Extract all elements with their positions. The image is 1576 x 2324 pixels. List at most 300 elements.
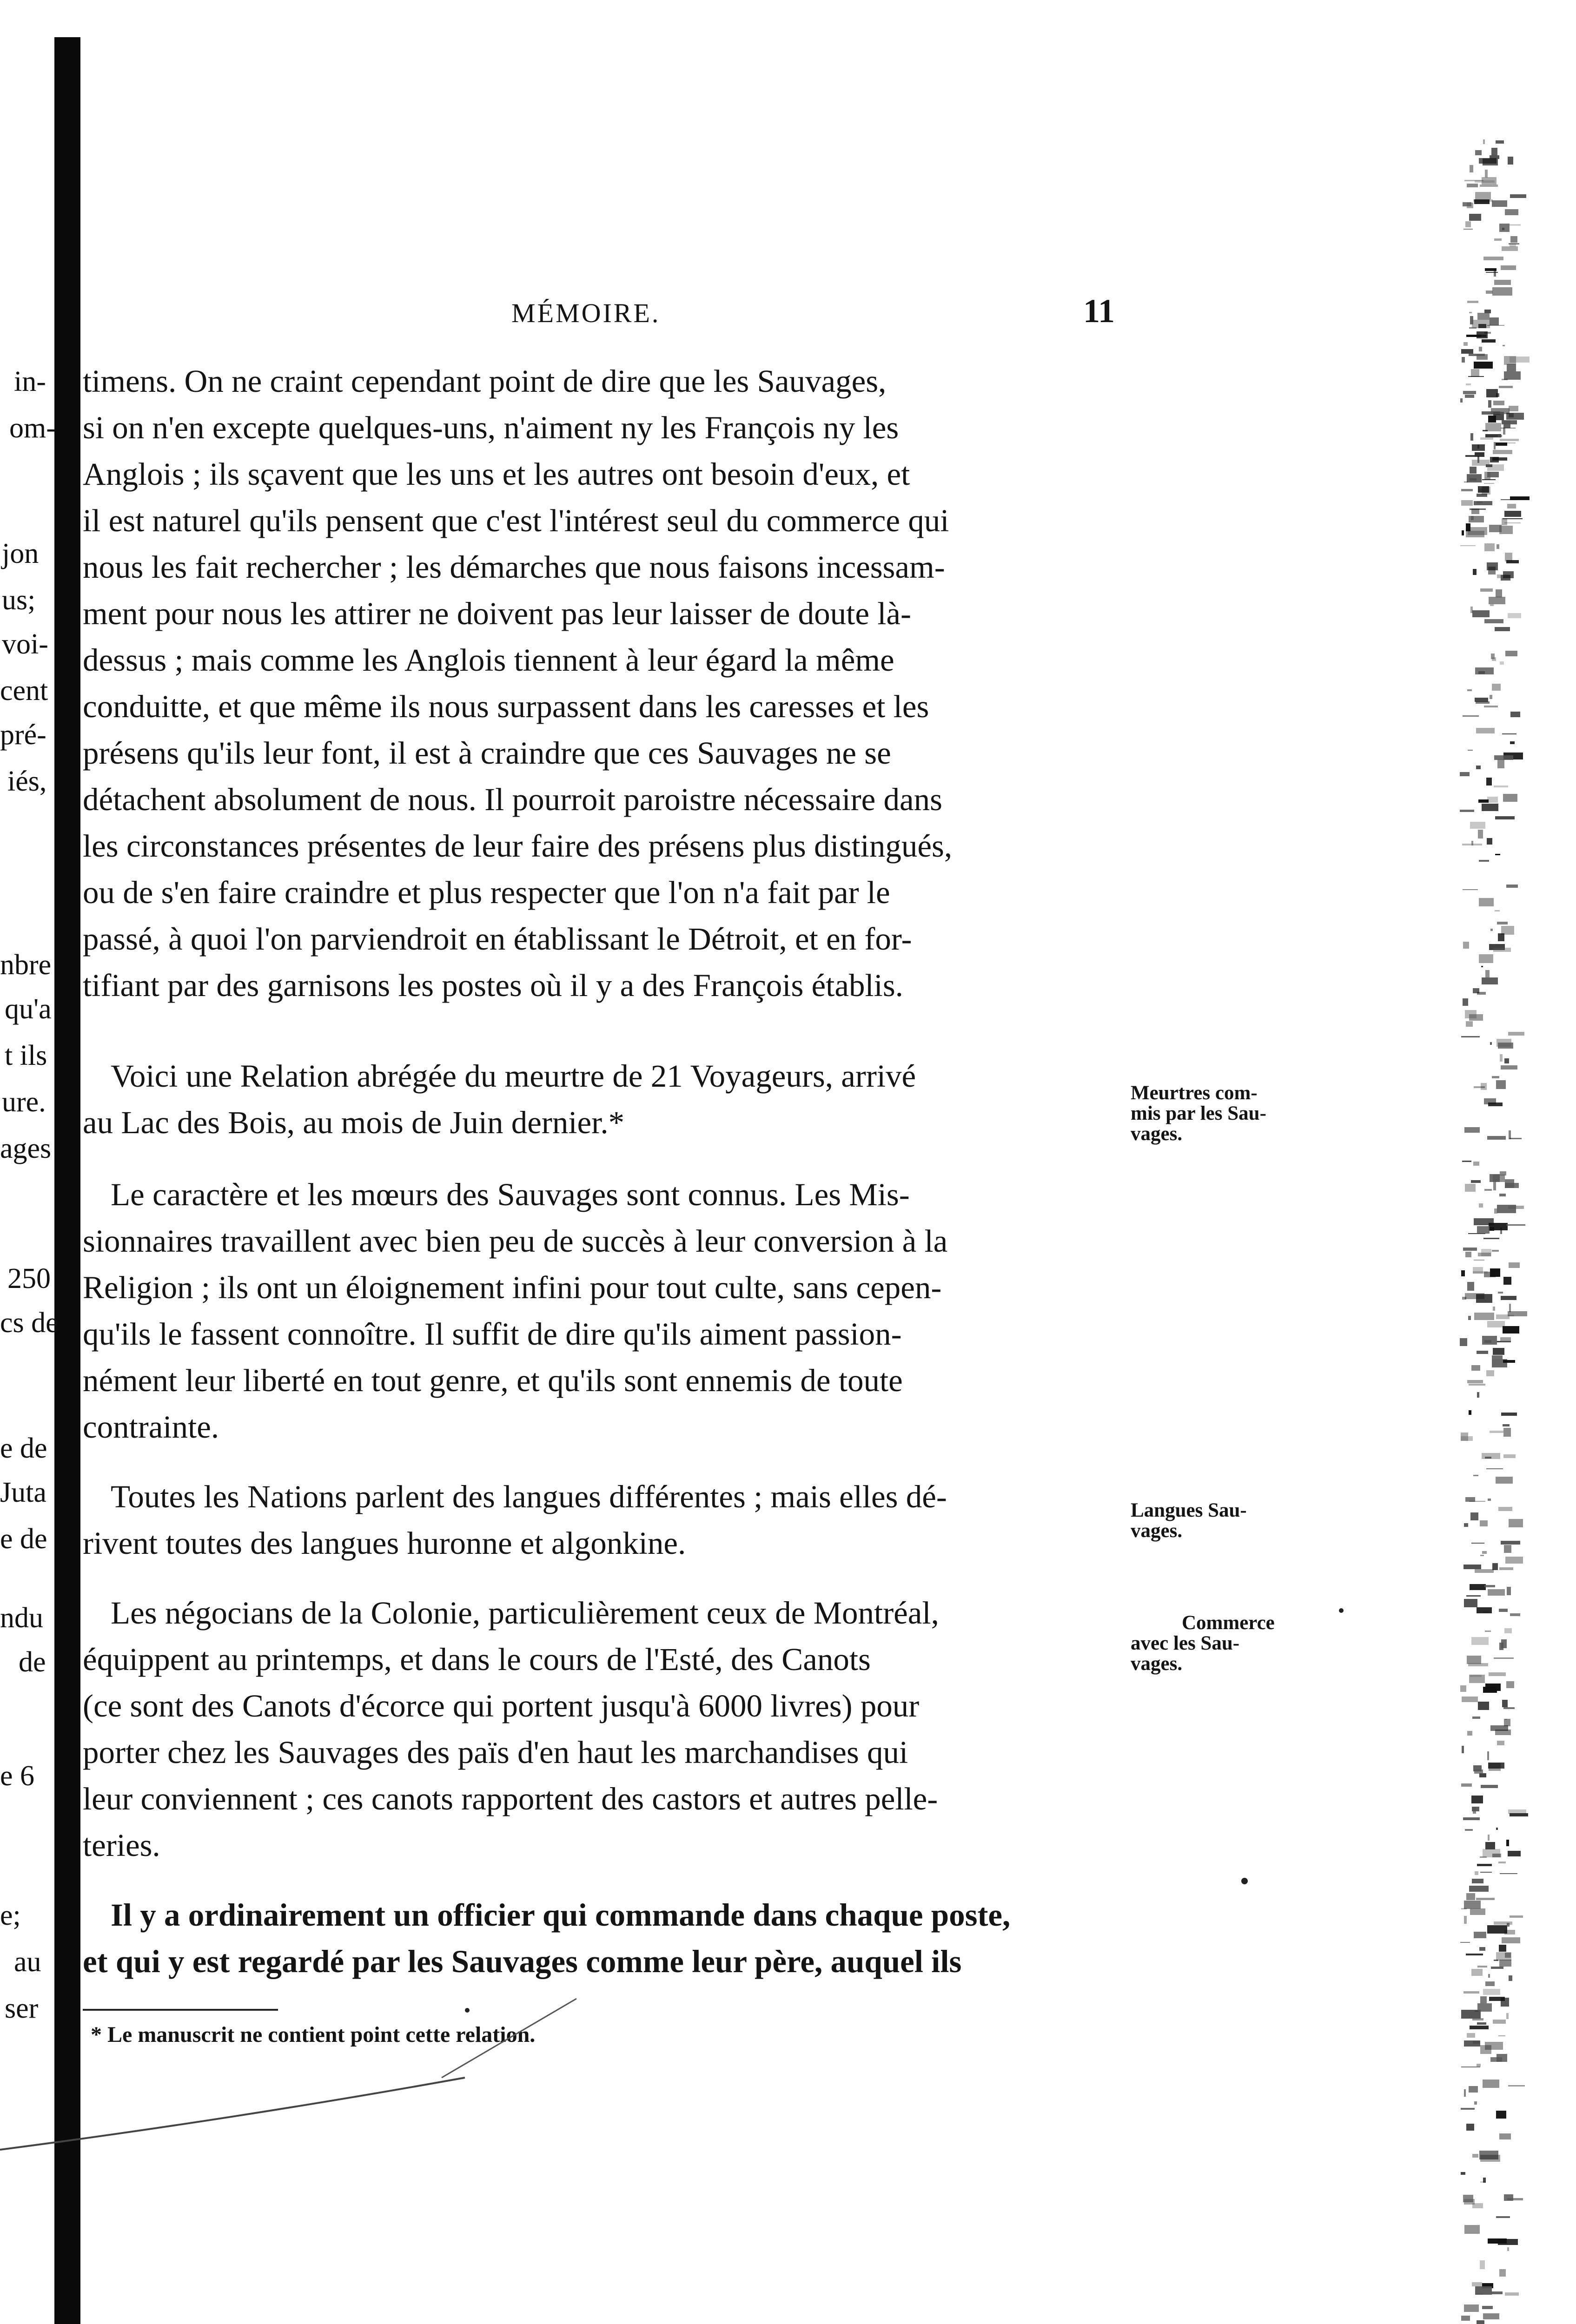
noise-mark (1470, 1584, 1486, 1590)
noise-mark (1500, 1337, 1511, 1342)
noise-mark (1509, 1304, 1511, 1312)
noise-mark (1470, 822, 1485, 829)
bleed-fragment: Juta (0, 1477, 46, 1508)
noise-mark (1484, 472, 1490, 480)
noise-mark (1476, 1898, 1495, 1900)
noise-mark (1505, 553, 1512, 561)
noise-mark (1482, 977, 1498, 984)
noise-mark (1504, 1930, 1515, 1934)
noise-mark (1496, 140, 1504, 144)
noise-mark (1494, 755, 1513, 760)
noise-mark (1467, 184, 1478, 187)
noise-mark (1505, 209, 1518, 215)
noise-mark (1477, 1226, 1490, 1234)
noise-mark (1466, 1595, 1481, 1597)
noise-mark (1484, 543, 1495, 551)
noise-mark (1499, 386, 1513, 388)
noise-mark (1498, 1292, 1503, 1294)
margin-note-line: vages. (1131, 1123, 1183, 1145)
noise-mark (1499, 224, 1510, 232)
noise-mark (1480, 1555, 1484, 1556)
noise-mark (1465, 395, 1474, 398)
bleed-fragment: iés, (7, 766, 47, 797)
noise-mark (1483, 257, 1503, 260)
noise-mark (1504, 371, 1521, 380)
noise-mark (1496, 1477, 1513, 1484)
noise-mark (1484, 706, 1498, 707)
noise-mark (1463, 391, 1476, 394)
noise-mark (1469, 1384, 1485, 1386)
noise-mark (1471, 1969, 1483, 1976)
bleed-fragment: ages (0, 1133, 52, 1164)
noise-mark (1483, 139, 1485, 144)
noise-mark (1501, 1413, 1517, 1416)
noise-mark (1490, 695, 1492, 699)
noise-mark (1494, 442, 1496, 449)
margin-note-line: Meurtres com- (1131, 1082, 1258, 1104)
margin-note-line: Langues Sau- (1131, 1499, 1247, 1521)
noise-mark (1485, 970, 1490, 977)
noise-mark (1509, 1519, 1523, 1527)
noise-mark (1487, 1321, 1505, 1327)
noise-mark (1493, 1182, 1496, 1190)
noise-mark (1507, 1923, 1510, 1927)
noise-mark (1492, 1355, 1503, 1359)
noise-mark (1465, 1252, 1471, 1257)
noise-mark (1503, 1360, 1515, 1363)
noise-mark (1477, 1966, 1487, 1967)
noise-mark (1510, 1915, 1523, 1918)
noise-mark (1496, 1828, 1498, 1830)
noise-mark (1474, 1260, 1484, 1261)
noise-mark (1505, 1183, 1519, 1188)
noise-mark (1471, 369, 1479, 377)
noise-mark (1467, 1282, 1474, 1291)
noise-mark (1464, 1127, 1480, 1133)
bleed-fragment: pré- (0, 719, 46, 751)
noise-mark (1475, 452, 1484, 457)
noise-mark (1505, 2292, 1519, 2296)
noise-mark (1478, 671, 1485, 674)
text-line: ment pour nous les attirer ne doivent pas leur laisser de doute là- (83, 596, 911, 631)
noise-mark (1460, 398, 1463, 403)
noise-mark (1494, 1960, 1498, 1961)
noise-mark (1484, 619, 1503, 623)
noise-mark (1463, 715, 1479, 717)
noise-mark (1501, 1065, 1517, 1070)
noise-mark (1490, 1042, 1492, 1045)
bleed-fragment: ndu (0, 1602, 43, 1634)
noise-mark (1500, 1873, 1517, 1874)
noise-mark (1462, 1697, 1478, 1702)
noise-mark (1461, 1908, 1467, 1909)
noise-mark (1486, 389, 1498, 397)
text-line: timens. On ne craint cependant point de dire que les Sauvages, (83, 363, 887, 399)
noise-mark (1472, 610, 1490, 617)
noise-mark (1478, 1702, 1489, 1710)
noise-mark (1472, 2018, 1483, 2020)
noise-mark (1498, 2035, 1505, 2036)
text-line: Voici une Relation abrégée du meurtre de 21 Voyageurs, arrivé (111, 1058, 916, 1094)
noise-mark (1492, 200, 1507, 207)
noise-mark (1497, 1741, 1504, 1745)
noise-mark (1461, 1783, 1472, 1787)
noise-mark (1468, 1316, 1471, 1320)
noise-mark (1498, 1507, 1512, 1511)
noise-mark (1463, 889, 1478, 890)
noise-mark (1479, 1203, 1483, 1208)
noise-mark (1464, 2040, 1480, 2047)
noise-mark (1477, 2064, 1481, 2067)
noise-mark (1486, 778, 1492, 786)
noise-mark (1496, 1314, 1510, 1319)
noise-mark (1489, 1997, 1505, 2001)
noise-mark (1499, 1945, 1506, 1952)
noise-mark (1499, 1567, 1513, 1570)
noise-mark (1464, 2225, 1480, 2234)
noise-mark (1482, 804, 1498, 811)
noise-mark (1484, 1585, 1495, 1587)
noise-mark (1460, 1942, 1470, 1943)
noise-mark (1481, 1785, 1498, 1788)
bleed-fragment: us; (2, 584, 36, 616)
noise-mark (1469, 1886, 1489, 1892)
noise-mark (1473, 1475, 1478, 1476)
noise-mark (1499, 1960, 1511, 1967)
bleed-fragment: nbre (0, 949, 52, 981)
noise-mark (1461, 489, 1473, 491)
noise-mark (1510, 244, 1516, 247)
noise-mark (1464, 2089, 1466, 2097)
noise-mark (1493, 2020, 1506, 2024)
noise-mark (1493, 948, 1511, 952)
noise-mark (1475, 2011, 1478, 2012)
noise-mark (1474, 1769, 1483, 1774)
noise-mark (1478, 324, 1486, 328)
noise-mark (1471, 1365, 1480, 1371)
noise-mark (1479, 1947, 1485, 1951)
noise-mark (1500, 1228, 1502, 1234)
noise-mark (1482, 1336, 1497, 1345)
text-line: au Lac des Bois, au mois de Juin dernier.* (83, 1105, 625, 1140)
noise-mark (1498, 2239, 1518, 2245)
noise-mark (1487, 464, 1504, 471)
noise-mark (1502, 1700, 1508, 1707)
noise-mark (1488, 400, 1491, 408)
noise-mark (1491, 2291, 1503, 2294)
text-line: nous les fait rechercher ; les démarches que nous faisons incessam- (83, 549, 945, 585)
noise-mark (1485, 1457, 1491, 1459)
footnote: * Le manuscrit ne contient point cette relation. (91, 2022, 536, 2047)
noise-mark (1460, 1338, 1467, 1346)
bleed-fragment: jon (2, 538, 39, 569)
noise-mark (1487, 1136, 1506, 1140)
noise-mark (1467, 1731, 1472, 1736)
noise-mark (1466, 1021, 1473, 1027)
noise-mark (1476, 1294, 1492, 1303)
text-line: détachent absolument de nous. Il pourroit paroistre nécessaire dans (83, 782, 942, 817)
noise-mark (1508, 613, 1521, 618)
noise-mark (1510, 1813, 1528, 1816)
noise-mark (1474, 501, 1492, 505)
noise-mark (1492, 1076, 1499, 1078)
bleed-fragment: om- (9, 412, 56, 444)
noise-mark (1491, 1967, 1503, 1969)
noise-mark (1487, 325, 1504, 326)
noise-mark (1469, 1675, 1485, 1683)
noise-mark (1503, 1707, 1515, 1709)
noise-mark (1465, 1184, 1476, 1192)
noise-mark (1508, 1206, 1524, 1209)
noise-mark (1472, 2282, 1482, 2286)
noise-mark (1498, 435, 1502, 437)
noise-mark (1488, 1589, 1505, 1596)
noise-mark (1469, 1501, 1485, 1502)
bleed-fragment: cs de (0, 1307, 59, 1339)
noise-mark (1488, 567, 1496, 574)
noise-mark (1501, 1296, 1516, 1300)
noise-mark (1484, 483, 1494, 484)
bleed-fragment: ser (5, 1993, 39, 2024)
noise-mark (1483, 2178, 1486, 2183)
noise-mark (1485, 1842, 1495, 1849)
noise-mark (1477, 1392, 1479, 1398)
noise-mark (1479, 954, 1493, 963)
noise-mark (1460, 545, 1476, 546)
noise-mark (1490, 1268, 1500, 1277)
noise-mark (1480, 2260, 1485, 2269)
noise-mark (1483, 430, 1488, 431)
noise-mark (1464, 2304, 1479, 2312)
noise-mark (1498, 1043, 1513, 1049)
noise-mark (1501, 1541, 1520, 1545)
noise-mark (1503, 571, 1514, 578)
speck (1241, 1878, 1248, 1884)
noise-mark (1492, 1854, 1501, 1857)
noise-mark (1509, 406, 1518, 411)
noise-mark (1498, 933, 1504, 941)
noise-mark (1473, 569, 1477, 575)
noise-mark (1488, 1103, 1503, 1106)
noise-mark (1487, 838, 1492, 845)
noise-mark (1469, 1410, 1471, 1415)
noise-mark (1484, 1189, 1492, 1191)
noise-mark (1494, 238, 1502, 241)
noise-mark (1475, 698, 1488, 702)
text-line: leur conviennent ; ces canots rapportent des castors et autres pelle- (83, 1781, 938, 1816)
noise-mark (1478, 830, 1483, 838)
scan-edge-noise (1460, 139, 1530, 2324)
noise-mark (1509, 1130, 1511, 1139)
noise-mark (1470, 1512, 1478, 1520)
text-line: conduitte, et que même ils nous surpassent dans les caresses et les (83, 689, 929, 724)
noise-mark (1495, 627, 1510, 631)
noise-mark (1501, 265, 1516, 270)
text-line: teries. (83, 1828, 160, 1863)
noise-mark (1498, 1862, 1506, 1863)
noise-mark (1501, 428, 1516, 429)
noise-mark (1474, 1313, 1494, 1320)
noise-mark (1480, 588, 1493, 592)
noise-mark (1462, 1746, 1464, 1753)
noise-mark (1490, 1431, 1503, 1433)
noise-mark (1468, 527, 1487, 535)
noise-mark (1460, 810, 1474, 812)
noise-mark (1470, 316, 1473, 324)
noise-mark (1488, 1499, 1491, 1501)
noise-mark (1492, 684, 1501, 691)
noise-mark (1491, 2242, 1498, 2243)
text-line: Il y a ordinairement un officier qui commande dans chaque poste, (111, 1897, 1011, 1933)
noise-mark (1463, 942, 1469, 949)
noise-mark (1474, 1932, 1486, 1938)
noise-mark (1461, 1036, 1480, 1037)
noise-mark (1462, 357, 1465, 363)
noise-mark (1463, 1248, 1477, 1251)
noise-mark (1495, 910, 1500, 911)
noise-mark (1502, 246, 1518, 251)
bleed-fragment: e; (0, 1900, 21, 1931)
noise-mark (1508, 157, 1513, 165)
noise-mark (1467, 1380, 1483, 1383)
noise-mark (1479, 347, 1482, 351)
noise-mark (1503, 428, 1505, 435)
noise-mark (1462, 530, 1464, 535)
noise-mark (1507, 2247, 1509, 2251)
noise-mark (1464, 1916, 1467, 1924)
noise-mark (1472, 1717, 1480, 1719)
noise-mark (1494, 1208, 1497, 1214)
noise-mark (1510, 224, 1521, 225)
noise-mark (1472, 2154, 1478, 2158)
noise-mark (1471, 1796, 1483, 1803)
noise-mark (1482, 479, 1496, 480)
noise-mark (1463, 229, 1473, 230)
noise-mark (1487, 797, 1498, 803)
noise-mark (1493, 1175, 1505, 1182)
noise-mark (1490, 604, 1494, 606)
noise-mark (1470, 165, 1473, 172)
text-line: les circonstances présentes de leur faire des présens plus distingués, (83, 828, 953, 864)
noise-mark (1509, 1975, 1512, 1981)
noise-mark (1470, 467, 1477, 474)
text-line: Les négocians de la Colonie, particulièrement ceux de Montréal, (111, 1595, 939, 1631)
noise-mark (1496, 589, 1502, 597)
noise-mark (1486, 272, 1498, 273)
noise-mark (1494, 1657, 1514, 1659)
noise-mark (1463, 342, 1468, 346)
noise-mark (1499, 1609, 1508, 1612)
noise-mark (1469, 354, 1485, 356)
text-line: ou de s'en faire craindre et plus respecter que l'on n'a fait par le (83, 875, 890, 910)
noise-mark (1504, 1719, 1510, 1726)
noise-mark (1477, 1864, 1492, 1866)
noise-mark (1506, 1224, 1525, 1226)
noise-mark (1509, 1262, 1520, 1268)
margin-note-line: avec les Sau- (1131, 1632, 1240, 1654)
noise-mark (1467, 1656, 1481, 1664)
bleed-fragment: e de (0, 1433, 47, 1464)
noise-mark (1461, 2316, 1470, 2321)
noise-mark (1483, 1989, 1500, 1995)
noise-mark (1463, 202, 1471, 206)
text-line: rivent toutes des langues huronne et algonkine. (83, 1525, 686, 1561)
noise-mark (1461, 1270, 1465, 1276)
noise-mark (1488, 416, 1496, 423)
noise-mark (1464, 1523, 1468, 1527)
noise-mark (1466, 1893, 1475, 1900)
noise-mark (1490, 317, 1499, 325)
noise-mark (1477, 2003, 1492, 2012)
noise-mark (1507, 364, 1516, 371)
noise-mark (1470, 2026, 1489, 2029)
noise-mark (1479, 487, 1482, 489)
bleed-fragment: voi- (2, 628, 48, 660)
noise-mark (1505, 651, 1517, 656)
noise-mark (1470, 1908, 1485, 1915)
noise-mark (1467, 301, 1478, 303)
noise-mark (1503, 1277, 1511, 1285)
text-line: Le caractère et les mœurs des Sauvages sont connus. Les Mis- (111, 1177, 910, 1212)
noise-mark (1479, 1773, 1486, 1777)
noise-mark (1503, 420, 1510, 428)
noise-mark (1485, 170, 1488, 178)
noise-mark (1472, 1879, 1483, 1883)
text-line: nément leur liberté en tout genre, et qu'ils sont ennemis de toute (83, 1363, 903, 1398)
noise-mark (1460, 772, 1470, 776)
noise-mark (1470, 335, 1486, 337)
noise-mark (1461, 2172, 1465, 2175)
noise-mark (1488, 1974, 1490, 1978)
noise-mark (1465, 1829, 1473, 1831)
noise-mark (1480, 437, 1493, 440)
noise-mark (1501, 1639, 1507, 1648)
noise-mark (1465, 221, 1471, 227)
noise-mark (1485, 423, 1501, 431)
noise-mark (1475, 1871, 1478, 1875)
noise-mark (1466, 1954, 1483, 1955)
noise-mark (1503, 1454, 1516, 1458)
noise-mark (1477, 494, 1487, 497)
margin-note-line: mis par les Sau- (1131, 1103, 1266, 1124)
noise-mark (1469, 1014, 1483, 1021)
noise-mark (1469, 2086, 1478, 2093)
noise-mark (1497, 544, 1499, 549)
noise-mark (1493, 450, 1512, 454)
noise-mark (1477, 2022, 1486, 2025)
noise-mark (1492, 1250, 1499, 1252)
noise-mark (1481, 966, 1483, 967)
noise-mark (1463, 998, 1468, 1006)
noise-mark (1471, 1543, 1484, 1544)
noise-mark (1478, 799, 1489, 803)
noise-mark (1496, 1952, 1511, 1961)
noise-mark (1504, 511, 1521, 517)
noise-mark (1476, 701, 1490, 704)
noise-mark (1477, 992, 1486, 995)
noise-mark (1483, 2080, 1499, 2088)
noise-mark (1461, 500, 1473, 506)
noise-mark (1461, 349, 1473, 354)
noise-mark (1463, 1991, 1479, 1994)
noise-mark (1477, 1351, 1488, 1354)
noise-mark (1479, 158, 1497, 164)
noise-mark (1502, 1937, 1520, 1943)
noise-mark (1486, 290, 1493, 294)
noise-mark (1503, 1424, 1510, 1426)
noise-mark (1468, 750, 1473, 751)
noise-mark (1468, 376, 1484, 377)
